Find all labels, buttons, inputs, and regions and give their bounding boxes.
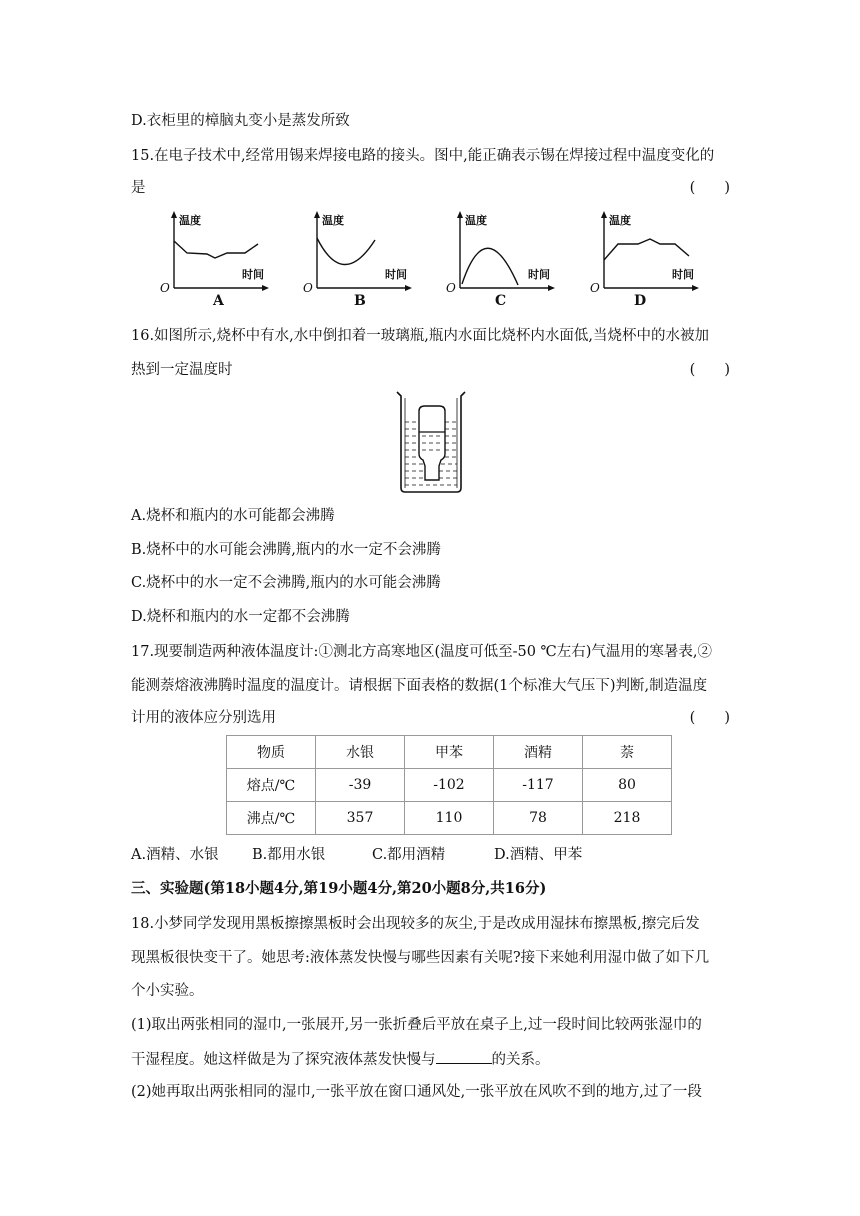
table-cell: 沸点/℃: [227, 802, 316, 835]
graph-d-label: D: [634, 293, 647, 309]
table-cell: 水银: [316, 736, 405, 769]
q17-option-d: D.酒精、甲苯: [494, 847, 583, 863]
beaker-figure: [395, 388, 467, 494]
q18-part2-line1: (2)她再取出两张相同的湿巾,一张平放在窗口通风处,一张平放在风吹不到的地方,过了一段: [131, 1084, 702, 1100]
graph-b-label: B: [354, 293, 366, 309]
q15-answer-paren: ( ): [689, 180, 730, 196]
section-three-heading: 三、实验题(第18小题4分,第19小题4分,第20小题8分,共16分): [131, 880, 547, 897]
graph-a-origin: O: [160, 281, 170, 295]
q14-option-d: D.衣柜里的樟脑丸变小是蒸发所致: [131, 113, 350, 129]
graph-c-ylabel: 温度: [465, 214, 487, 227]
table-cell: 357: [316, 802, 405, 835]
table-row: [227, 802, 672, 835]
graph-b: [303, 208, 413, 308]
q16-answer-paren: ( ): [689, 362, 730, 378]
graph-d-ylabel: 温度: [609, 214, 631, 227]
graph-c-origin: O: [446, 281, 456, 295]
q17-option-a: A.酒精、水银: [131, 847, 219, 863]
table-cell: 218: [583, 802, 672, 835]
q17-option-c: C.都用酒精: [372, 847, 446, 863]
q18-part1-line2: [131, 1049, 550, 1070]
q17-text-line2: 能测萘熔液沸腾时温度的温度计。请根据下面表格的数据(1个标准大气压下)判断,制造温度: [131, 678, 708, 694]
q15-text-line2: 是: [131, 180, 146, 196]
table-cell: 甲苯: [405, 736, 494, 769]
graph-a-label: A: [213, 293, 224, 309]
q17-text-line1: 17.现要制造两种液体温度计:①测北方高寒地区(温度可低至-50 ℃左右)气温用的寒暑表,②: [131, 644, 713, 660]
graph-d-xlabel: 时间: [672, 268, 694, 281]
graph-c-xlabel: 时间: [528, 268, 550, 281]
q16-text-line2: 热到一定温度时: [131, 362, 233, 378]
q18-part1-prefix: 干湿程度。她这样做是为了探究液体蒸发快慢与: [131, 1052, 436, 1068]
table-header-row: [227, 736, 672, 769]
table-cell: -39: [316, 769, 405, 802]
graph-b-xlabel: 时间: [385, 268, 407, 281]
table-cell: -102: [405, 769, 494, 802]
q17-option-b: B.都用水银: [252, 847, 326, 863]
table-cell: 物质: [227, 736, 316, 769]
q18-text-line3: 个小实验。: [131, 983, 204, 999]
graph-a-xlabel: 时间: [242, 268, 264, 281]
table-cell: 熔点/℃: [227, 769, 316, 802]
graph-b-ylabel: 温度: [322, 214, 344, 227]
table-cell: 酒精: [494, 736, 583, 769]
table-row: [227, 769, 672, 802]
graph-b-origin: O: [303, 281, 313, 295]
q17-answer-paren: ( ): [689, 710, 730, 726]
table-cell: 萘: [583, 736, 672, 769]
table-cell: 78: [494, 802, 583, 835]
graph-d-origin: O: [590, 281, 600, 295]
q15-text-line1: 15.在电子技术中,经常用锡来焊接电路的接头。图中,能正确表示锡在焊接过程中温度变化的: [131, 148, 715, 164]
table-cell: -117: [494, 769, 583, 802]
graph-c: [446, 208, 556, 308]
substance-table: [226, 735, 672, 835]
graph-a: [160, 208, 270, 308]
graph-a-ylabel: 温度: [179, 214, 201, 227]
graph-c-label: C: [495, 293, 507, 309]
q16-option-c: C.烧杯中的水一定不会沸腾,瓶内的水可能会沸腾: [131, 575, 441, 591]
table-cell: 80: [583, 769, 672, 802]
table-cell: 110: [405, 802, 494, 835]
q16-option-b: B.烧杯中的水可能会沸腾,瓶内的水一定不会沸腾: [131, 542, 441, 558]
q18-text-line2: 现黑板很快变干了。她思考:液体蒸发快慢与哪些因素有关呢?接下来她利用湿巾做了如下几: [131, 950, 710, 966]
graph-d: [590, 208, 700, 308]
q17-text-line3: 计用的液体应分别选用: [131, 710, 276, 726]
q16-option-a: A.烧杯和瓶内的水可能都会沸腾: [131, 508, 335, 524]
q16-option-d: D.烧杯和瓶内的水一定都不会沸腾: [131, 609, 350, 625]
answer-blank[interactable]: [436, 1049, 492, 1064]
q16-text-line1: 16.如图所示,烧杯中有水,水中倒扣着一玻璃瓶,瓶内水面比烧杯内水面低,当烧杯中的水被加: [131, 328, 709, 344]
q18-text-line1: 18.小梦同学发现用黑板擦擦黑板时会出现较多的灰尘,于是改成用湿抹布擦黑板,擦完后发: [131, 916, 700, 932]
q18-part1-suffix: 的关系。: [491, 1052, 550, 1068]
q18-part1-line1: (1)取出两张相同的湿巾,一张展开,另一张折叠后平放在桌子上,过一段时间比较两张湿巾的: [131, 1017, 702, 1033]
